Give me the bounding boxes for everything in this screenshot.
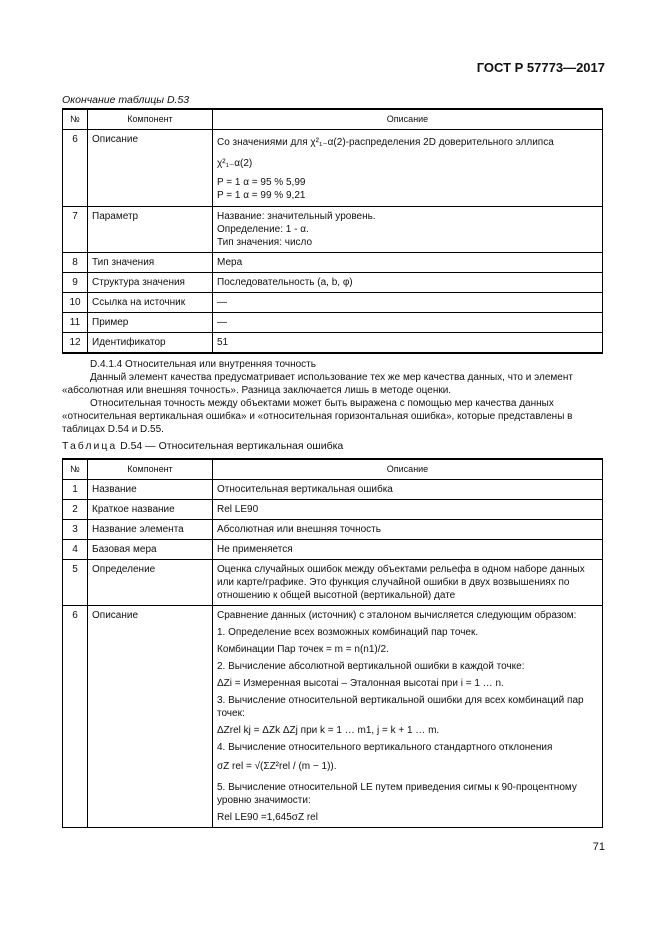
row-component: Краткое название	[88, 500, 213, 520]
paragraph: Данный элемент качества предусматривает использование тех же мер качества данных, что и элемент «абсолютная или внешняя точность». Разница заключается лишь в методе оценки.	[62, 372, 573, 396]
description-line: P = 1 α = 99 % 9,21	[217, 190, 306, 201]
description-line: ΔZi = Измеренная высотаi – Эталонная высотаi при i = 1 … n.	[217, 678, 504, 689]
row-description: Последовательность (a, b, φ)	[213, 273, 603, 293]
description-line: 1. Определение всех возможных комбинаций пар точек.	[217, 627, 479, 638]
row-description: —	[213, 313, 603, 333]
section-heading: D.4.1.4 Относительная или внутренняя точность	[90, 359, 316, 370]
description-line: 3. Вычисление относительной вертикальной ошибки для всех комбинаций пар точек:	[217, 695, 584, 719]
row-num: 12	[63, 333, 88, 354]
section-body	[62, 358, 603, 436]
description-line: Название: значительный уровень.	[217, 211, 376, 222]
page-number: 71	[592, 841, 605, 853]
row-component: Базовая мера	[88, 540, 213, 560]
table-row	[63, 293, 603, 313]
description-line: Сравнение данных (источник) с эталоном вычисляется следующим образом:	[217, 610, 577, 621]
row-description: —	[213, 293, 603, 313]
description-line: σZ rel = √(ΣZ²rel / (m − 1)).	[217, 761, 337, 772]
description-line: Rel LE90 =1,645σZ rel	[217, 812, 318, 823]
row-component: Структура значения	[88, 273, 213, 293]
description-line: 4. Вычисление относительного вертикального стандартного отклонения	[217, 742, 553, 753]
table-d53-end	[62, 108, 603, 354]
document-id: ГОСТ Р 57773—2017	[476, 60, 605, 75]
table-row	[63, 480, 603, 500]
table-row	[63, 253, 603, 273]
table-row	[63, 313, 603, 333]
row-num: 2	[63, 500, 88, 520]
table1-caption: Окончание таблицы D.53	[62, 94, 190, 106]
row-component: Ссылка на источник	[88, 293, 213, 313]
row-num: 6	[63, 130, 88, 207]
row-num: 11	[63, 313, 88, 333]
row-num: 3	[63, 520, 88, 540]
row-component: Описание	[88, 130, 213, 207]
table-row	[63, 560, 603, 606]
description-line: χ²₁₋α(2)	[217, 158, 253, 169]
caption-prefix: Таблица	[62, 440, 118, 452]
row-description: Не применяется	[213, 540, 603, 560]
row-description: Оценка случайных ошибок между объектами рельефа в одном наборе данных или карте/графике. Это функция случайной ошибки в двух возвышениях по отношению к общей высотной (вертикальной) дате	[213, 560, 603, 606]
description-line: 5. Вычисление относительной LE путем приведения сигмы к 90-процентному уровню значимости:	[217, 782, 577, 806]
table-row	[63, 273, 603, 293]
table-row	[63, 207, 603, 253]
row-description	[213, 130, 603, 207]
row-description	[213, 606, 603, 828]
table-row	[63, 540, 603, 560]
row-component: Идентификатор	[88, 333, 213, 354]
row-num: 6	[63, 606, 88, 828]
row-component: Определение	[88, 560, 213, 606]
row-num: 10	[63, 293, 88, 313]
table-row	[63, 333, 603, 354]
row-num: 7	[63, 207, 88, 253]
caption-title: D.54 — Относительная вертикальная ошибка	[117, 440, 344, 452]
table-row	[63, 520, 603, 540]
table2-caption	[62, 440, 343, 452]
paragraph: Относительная точность между объектами может быть выражена с помощью мер качества данных «относительная вертикальная ошибка» и «относительная горизонтальная ошибка», которые представлены в таблицах D.54 и D.55.	[62, 398, 573, 435]
row-component: Тип значения	[88, 253, 213, 273]
row-num: 5	[63, 560, 88, 606]
col-component-header: Компонент	[88, 109, 213, 130]
row-component: Название элемента	[88, 520, 213, 540]
description-line: Комбинации Пар точек = m = n(n1)/2.	[217, 644, 389, 655]
col-description-header: Описание	[213, 459, 603, 480]
row-component: Описание	[88, 606, 213, 828]
row-description: Относительная вертикальная ошибка	[213, 480, 603, 500]
description-line: Тип значения: число	[217, 237, 313, 248]
row-description: Rel LE90	[213, 500, 603, 520]
row-component: Параметр	[88, 207, 213, 253]
description-line: 2. Вычисление абсолютной вертикальной ошибки в каждой точке:	[217, 661, 525, 672]
row-description: Абсолютная или внешняя точность	[213, 520, 603, 540]
description-line: Со значениями для χ²₁₋α(2)-распределения 2D доверительного эллипса	[217, 137, 554, 148]
col-description-header: Описание	[213, 109, 603, 130]
row-num: 1	[63, 480, 88, 500]
description-line: Определение: 1 - α.	[217, 224, 309, 235]
row-description	[213, 207, 603, 253]
row-num: 4	[63, 540, 88, 560]
row-description: 51	[213, 333, 603, 354]
table-d54	[62, 458, 603, 828]
description-line: ΔZrel kj = ΔZk ΔZj при k = 1 … m1, j = k + 1 … m.	[217, 725, 440, 736]
col-num-header: №	[63, 459, 88, 480]
row-description: Мера	[213, 253, 603, 273]
row-component: Пример	[88, 313, 213, 333]
col-component-header: Компонент	[88, 459, 213, 480]
row-num: 9	[63, 273, 88, 293]
description-line: P = 1 α = 95 % 5,99	[217, 177, 306, 188]
col-num-header: №	[63, 109, 88, 130]
row-component: Название	[88, 480, 213, 500]
table-row	[63, 500, 603, 520]
row-num: 8	[63, 253, 88, 273]
table-row	[63, 606, 603, 828]
table-row	[63, 130, 603, 207]
